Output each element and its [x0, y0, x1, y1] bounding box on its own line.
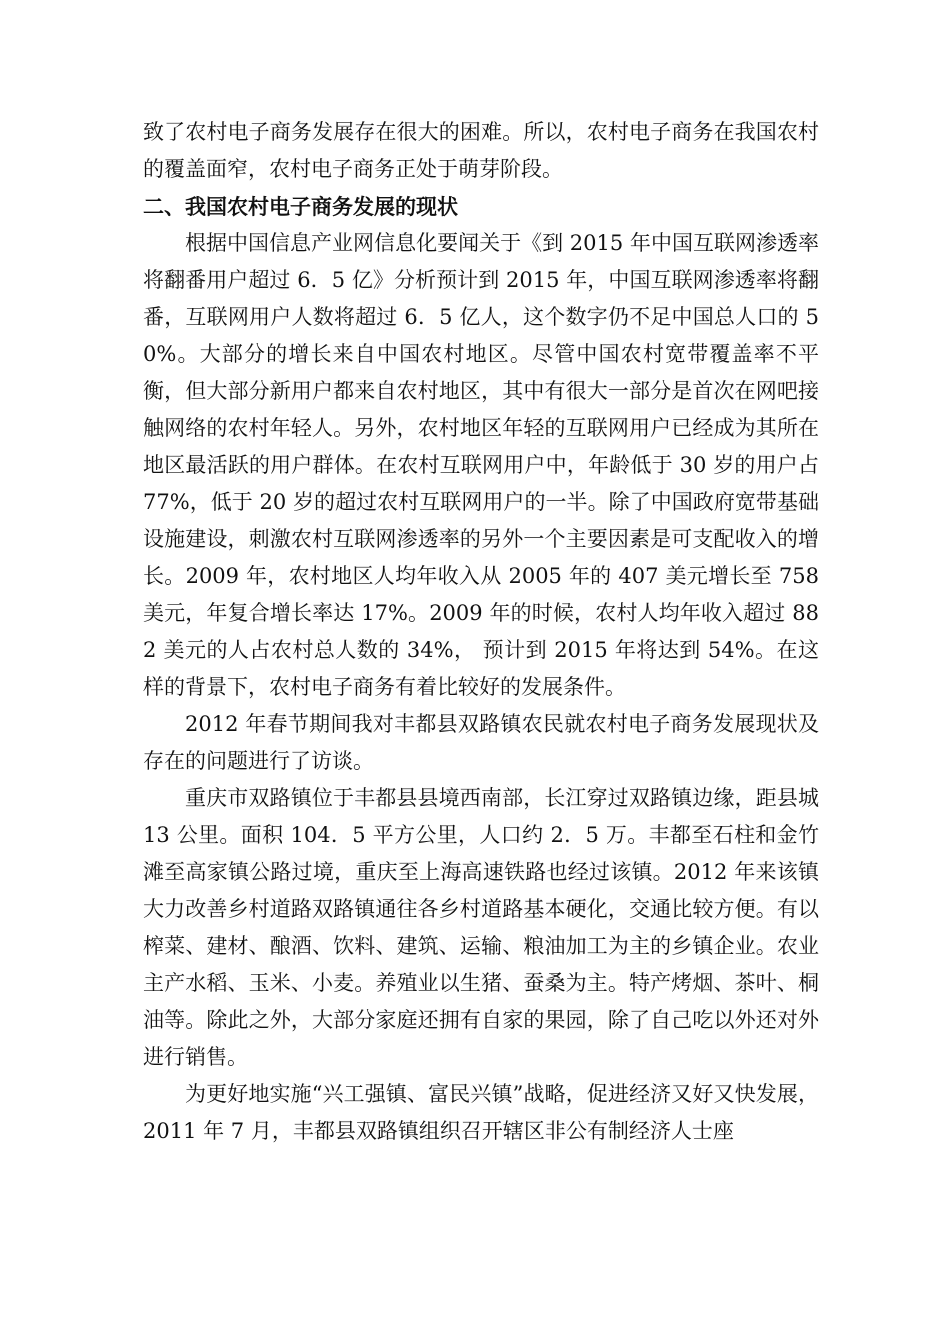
section-heading: 二、我国农村电子商务发展的现状: [143, 194, 458, 219]
paragraph-town-profile: 重庆市双路镇位于丰都县县境西南部，长江穿过双路镇边缘，距县城 13 公里。面积 104．5 平方公里，人口约 2．5 万。丰都至石柱和金竹滩至高家镇公路过境，重庆至上海高速铁路也经过该镇。2012 年来该镇大力改善乡村道路双路镇通往各乡村道路基本硬化，交通比较方便。有以榨菜、建材、酿酒、饮料、建筑、运输、粮油加工为主的乡镇企业。农业主产水稻、玉米、小麦。养殖业以生猪、蚕桑为主。特产烤烟、茶叶、桐油等。除此之外，大部分家庭还拥有自家的果园，除了自己吃以外还对外进行销售。: [143, 786, 819, 1069]
paragraph-continued: 致了农村电子商务发展存在很大的困难。所以，农村电子商务在我国农村的覆盖面窄，农村电子商务正处于萌芽阶段。: [143, 120, 819, 181]
document-page: [143, 114, 819, 1150]
paragraph-internet-penetration: 根据中国信息产业网信息化要闻关于《到 2015 年中国互联网渗透率将翻番用户超过 6．5 亿》分析预计到 2015 年，中国互联网渗透率将翻番，互联网用户人数将超过 6．5 亿人，这个数字仍不足中国总人口的 50%。大部分的增长来自中国农村地区。尽管中国农村宽带覆盖率不平衡，但大部分新用户都来自农村地区，其中有很大一部分是首次在网吧接触网络的农村年轻人。另外，农村地区年轻的互联网用户已经成为其所在地区最活跃的用户群体。在农村互联网用户中，年龄低于 30 岁的用户占 77%，低于 20 岁的超过农村互联网用户的一半。除了中国政府宽带基础设施建设，刺激农村互联网渗透率的另外一个主要因素是可支配收入的增长。2009 年，农村地区人均年收入从 2005 年的 407 美元增长至 758 美元，年复合增长率达 17%。2009 年的时候，农村人均年收入超过 882 美元的人占农村总人数的 34%， 预计到 2015 年将达到 54%。在这样的背景下，农村电子商务有着比较好的发展条件。: [143, 231, 819, 699]
paragraph-interview: 2012 年春节期间我对丰都县双路镇农民就农村电子商务发展现状及存在的问题进行了访谈。: [143, 712, 819, 773]
paragraph-strategy: 为更好地实施“兴工强镇、富民兴镇”战略，促进经济又好又快发展，2011 年 7 月，丰都县双路镇组织召开辖区非公有制经济人士座: [143, 1082, 819, 1143]
